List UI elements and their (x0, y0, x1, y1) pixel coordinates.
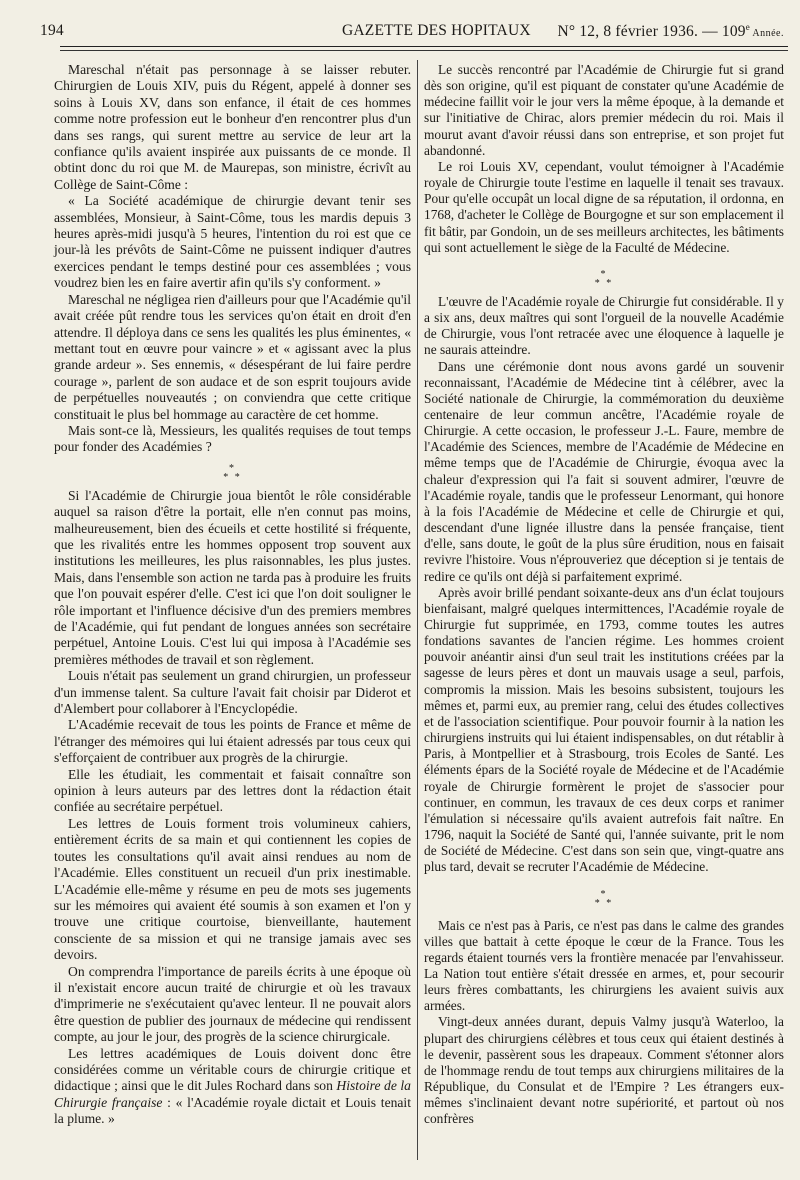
paragraph: L'œuvre de l'Académie royale de Chirurgie fut considérable. Il y a six ans, deux maîtres qui sont l'orgueil de la nouvelle Académie de Chirurgie, vous l'ont retracée avec une éloquence à laquelle je ne saurais atteindre. (424, 293, 784, 358)
paragraph: Mais sont-ce là, Messieurs, les qualités requises de tout temps pour fonder des Académies ? (54, 422, 411, 455)
paragraph: Louis n'était pas seulement un grand chirurgien, un professeur d'un immense talent. Sa culture l'avait fait choisir par Diderot et d'Alembert pour collaborer à l'Encyclopédie. (54, 668, 411, 717)
paragraph: On comprendra l'importance de pareils écrits à une époque où il n'existait encore aucun traité de chirurgie et où les travaux d'imprimerie ne s'exécutaient qu'avec lenteur. Il ne pouvait alors être question de publier des journaux de médecine qui rendissent compte, au jour le jour, des progrès de la science chirurgicale. (54, 963, 411, 1045)
paragraph (54, 1046, 411, 1128)
left-column (54, 62, 411, 1128)
section-separator (54, 464, 411, 482)
text-run: Les lettres académiques de Louis doivent donc être considérées comme un véritable cours de chirurgie critique et didactique ; ainsi que le dit Jules Rochard dans son (54, 1045, 411, 1094)
paragraph: Mareschal ne négligea rien d'ailleurs pour que l'Académie qu'il avait créée pût rendre tous les services qu'on était en droit d'en attendre. Il déploya dans ce sens les qualités les plus éminentes, « mettant tout en œuvre pour vaincre » et « agissant avec la plus grande ardeur ». Ses ennemis, « désespérant de lui faire perdre courage », parlent de son audace et de son esprit toujours avide de perpétuelles nouveautés ; on conviendra que cette critique constituait le plus bel hommage au caractère de cet homme. (54, 291, 411, 422)
section-separator (424, 270, 784, 288)
asterism-bottom: * * (223, 471, 242, 483)
header-rule-top (60, 46, 788, 47)
paragraph: L'Académie recevait de tous les points de France et même de l'étranger des mémoires qui lui étaient adressés par tous ceux qui s'efforçaient de contribuer aux progrès de la chirurgie. (54, 717, 411, 766)
issue-superscript: e (745, 22, 750, 32)
issue-info (557, 22, 784, 41)
asterism-top: * (600, 888, 608, 900)
paragraph: Elle les étudiait, les commentait et faisait connaître son opinion à leurs auteurs par des lettres dont la rédaction était confiée au secrétaire perpétuel. (54, 766, 411, 815)
paragraph: Mareschal n'était pas personnage à se laisser rebuter. Chirurgien de Louis XIV, puis du Régent, appelé à donner ses soins à Louis XV, dans son enfance, il était de ces hommes comme notre profession eut le bonheur d'en rencontrer plus d'un dans ses rangs, qui surent mettre au service de leur art la confiance qu'ils avaient inspirée aux puissants de ce monde. Il obtint donc du roi que M. de Maurepas, son ministre, écrivît au Collège de Saint-Côme : (54, 62, 411, 192)
paragraph: Le succès rencontré par l'Académie de Chirurgie fut si grand dès son origine, qu'il est piquant de constater qu'une Académie de médecine faillit voir le jour vers la même époque, à la demande et sur l'initiative de Chirac, alors premier médecin du roi. Mais il mourut avant d'avoir réussi dans son entreprise, et son projet fut abandonné. (424, 62, 784, 158)
journal-title: GAZETTE DES HOPITAUX (342, 22, 531, 39)
paragraph: Le roi Louis XV, cependant, voulut témoigner à l'Académie royale de Chirurgie toute l'estime en laquelle il tenait ses travaux. Pour qu'elle occupât un local digne de sa réputation, il ordonna, en 1768, d'acheter le Collège de Bourgogne et sur son emplacement il fit bâtir, par Gondoin, un de ses meilleurs architectes, les bâtiments qui sont actuellement le siège de la Faculté de Médecine. (424, 158, 784, 255)
header-rule-bottom (60, 50, 788, 51)
issue-annee: Année. (749, 28, 784, 40)
quote-paragraph: « La Société académique de chirurgie devant tenir ses assemblées, Monsieur, à Saint-Côme, tous les mardis depuis 3 heures après-midi jusqu'à 5 heures, l'intention du roi est que ce jour-là les prévôts de Saint-Côme ne puissent indiquer d'autres exercices pendant le temps destiné pour ces assemblées ; vous voudrez bien les en faire avertir afin qu'ils s'y conforment. » (54, 193, 411, 291)
paragraph: Mais ce n'est pas à Paris, ce n'est pas dans le calme des grandes villes que battait à cette époque le cœur de la France. Tous les regards étaient tournés vers la frontière menacée par l'envahisseur. La Nation tout entière s'était dressée en armes, et, pour secourir leurs frères combattants, les chirurgiens les avaient suivis aux armées. (424, 917, 784, 1014)
text-run: : « l'Académie royale dictait et Louis tenait la plume. » (54, 1094, 411, 1127)
paragraph: Les lettres de Louis forment trois volumineux cahiers, entièrement écrits de sa main et qui contiennent les copies de toutes les consultations qu'il avait ainsi rendues au nom de l'Académie. Elles constituent un recueil d'un prix inestimable. L'Académie elle-même y résume en peu de mots ses jugements sur les mémoires qui avaient été soumis à son examen et l'on y trouve une critique courtoise, bienveillante, hautement consciente de sa mission et qui ne transige jamais avec ses devoirs. (54, 815, 411, 963)
right-column (424, 62, 784, 1128)
page-number: 194 (40, 22, 64, 39)
asterism-top: * (229, 462, 236, 474)
paragraph: Après avoir brillé pendant soixante-deux ans d'un éclat toujours bienfaisant, malgré quelques intermittences, l'Académie royale de Chirurgie fut supprimée, en 1793, comme toutes les autres fondations savantes de l'ancien régime. Les hommes croient pouvoir anéantir ainsi d'un seul trait les institutions créées par la sagesse de leurs pères et dont un mauvais usage a seul, parfois, compromis la mission. Mais les besoins subsistent, toujours les mêmes et, parmi eux, au premier rang, celui des études collectives et de l'association scientifique. Pour pouvoir fournir à la nation les chirurgiens instruits qui lui étaient indispensables, on dut rétablir à Paris, à Montpellier et à Strasbourg, trois Ecoles de Santé. Les éléments épars de la Société royale de Médecine et de l'Académie royale de Chirurgie formèrent le projet de s'associer pour continuer, en commun, les travaux de ces deux corps et ranimer l'émulation si nécessaire qu'ils avaient autrefois fait naître. En 1796, naquit la Société de Santé qui, l'année suivante, prit le nom de Société de Médecine. C'est dans son sein que, vingt-quatre ans plus tard, devait se recruter l'Académie de Médecine. (424, 584, 784, 875)
book-title: Histoire de la Chirurgie française (54, 1078, 411, 1110)
page-header (40, 22, 784, 44)
paragraph: Dans une cérémonie dont nous avons gardé un souvenir reconnaissant, l'Académie de Médecine tint à célébrer, avec la Société nationale de Chirurgie, la commémoration du deuxième centenaire de leur commun ancêtre, l'Académie royale de Chirurgie. A cette occasion, le professeur J.-L. Faure, membre de l'Académie des Sciences, membre de l'Académie de Médecine en même temps que de l'Académie de Chirurgie, évoqua avec la chaleur d'expression qui l'a fait si souvent admirer, l'œuvre de l'Académie royale, tandis que le professeur Lenormant, qui honore à la fois l'Académie de Médecine et celle de Chirurgie et qui, descendant d'une lignée illustre dans la pensée française, tient d'elle, sans doute, le goût de la plus sûre érudition, nous en faisait revivre l'histoire. Vous n'éprouveriez que déception si je tentais de redire ce qu'ils ont déjà si parfaitement exprimé. (424, 358, 784, 584)
issue-date: N° 12, 8 février 1936. — 109 (557, 23, 746, 41)
asterism-top: * (600, 268, 608, 280)
column-divider (417, 60, 418, 1160)
paragraph: Vingt-deux années durant, depuis Valmy jusqu'à Waterloo, la plupart des chirurgiens célèbres et tous ceux qui étaient destinés à le devenir, passèrent sous les drapeaux. Comment s'étonner alors de l'hommage rendu de tout temps aux chirurgiens militaires de la République, du Consulat et de l'Empire ? Les étrangers eux-mêmes s'inclinaient devant notre supériorité, et partout où nos confrères (424, 1014, 784, 1127)
section-separator (424, 890, 784, 908)
asterism-bottom: * * (594, 897, 614, 909)
paragraph: Si l'Académie de Chirurgie joua bientôt le rôle considérable auquel sa raison d'être la portait, elle n'en connut pas moins, malheureusement, bien des écueils et cette hostilité si fréquente, que les rivalités entre les hommes opposent trop souvent aux institutions les meilleures, les plus raisonnables, les plus justes. Mais, dans l'ensemble son action ne tarda pas à produire les fruits que l'on pouvait espérer d'elle. C'est ici que l'on doit souligner le rôle important et l'influence décisive d'un des premiers membres de l'Académie, qui fut pendant de longues années son secrétaire perpétuel, Antoine Louis. C'est lui qui imposa à l'Académie ses premières méthodes de travail et son règlement. (54, 487, 411, 667)
asterism-bottom: * * (594, 277, 614, 289)
